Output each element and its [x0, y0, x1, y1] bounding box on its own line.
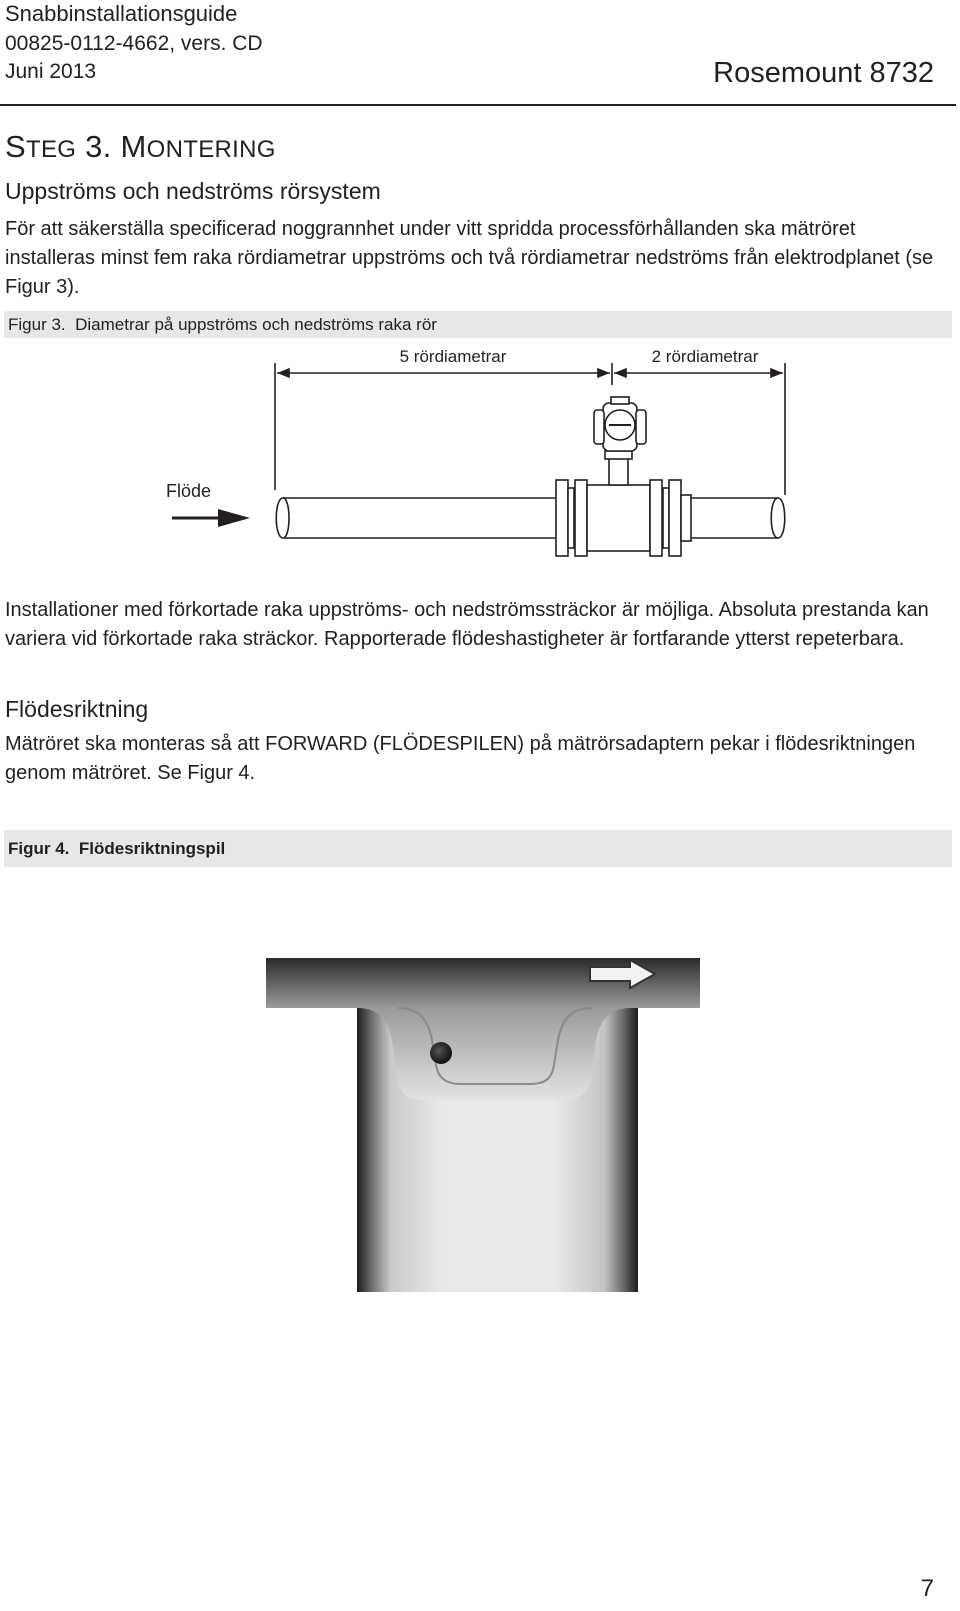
document-number: 00825-0112-4662, vers. CD: [5, 32, 263, 55]
product-name: Rosemount 8732: [713, 57, 934, 89]
body-paragraph: Installationer med förkortade raka uppströms- och nedströmssträckor är möjliga. Absoluta prestanda kan variera vid förkortade raka sträckor. Rapporterade flödeshastigheter är fortfarande ytterst repeterbara.: [5, 599, 929, 650]
flange: [669, 480, 681, 556]
figure-caption-text: Diametrar på uppströms och nedströms raka rör: [75, 315, 437, 334]
figure-caption: [4, 830, 952, 867]
meter-body: [587, 485, 650, 551]
step-title-smallcaps: ONTERING: [146, 136, 276, 163]
figure-label: Figur 3.: [8, 315, 66, 334]
step-title-cap: S: [5, 129, 26, 164]
transmitter-neck: [609, 458, 628, 485]
flange: [681, 495, 691, 541]
body-paragraph: För att säkerställa specificerad noggrannhet under vitt spridda processförhållanden ska mätröret installeras minst fem raka rördiametrar uppströms och två rördiametrar nedströms från elektrodplanet (se Figur 3).: [5, 218, 934, 298]
transmitter-cap: [636, 410, 646, 444]
step-title-smallcaps: TEG: [25, 136, 77, 163]
body-paragraph: Mätröret ska monteras så att FORWARD (FLÖDESPILEN) på mätrörsadaptern pekar i flödesriktningen genom mätröret. Se Figur 4.: [5, 733, 916, 784]
flow-label: Flöde: [166, 481, 212, 501]
page-number: 7: [920, 1575, 934, 1602]
section-heading: Flödesriktning: [5, 696, 149, 722]
upstream-pipe-end: [276, 498, 289, 538]
downstream-pipe-end: [771, 498, 778, 538]
flange: [568, 488, 574, 548]
flow-arrow-icon: [172, 509, 250, 527]
figure-caption-text: Flödesriktningspil: [78, 839, 226, 858]
flange: [575, 480, 587, 556]
transmitter-cap: [594, 410, 604, 444]
flange: [650, 480, 662, 556]
document-title: Snabbinstallationsguide: [5, 1, 238, 26]
upstream-pipe: [283, 498, 558, 538]
pipe-diameter-diagram: [0, 345, 960, 575]
transmitter-neck: [605, 451, 632, 459]
step-title-cap: M: [120, 129, 147, 164]
figure-caption: [4, 311, 952, 338]
section-heading: Uppströms och nedströms rörsystem: [5, 178, 381, 204]
figure-label: Figur 4.: [8, 839, 70, 858]
downstream-label: 2 rördiametrar: [651, 347, 759, 366]
transmitter-top: [611, 397, 629, 404]
meter-adapter-illustration: [0, 890, 960, 1310]
flange: [556, 480, 568, 556]
step-title: [5, 128, 276, 169]
header-divider: [0, 104, 956, 106]
step-title-number: 3.: [76, 129, 121, 164]
upstream-label: 5 rördiametrar: [399, 347, 507, 366]
mounting-hole: [430, 1042, 452, 1064]
flange: [663, 488, 669, 548]
document-date: Juni 2013: [5, 60, 97, 83]
